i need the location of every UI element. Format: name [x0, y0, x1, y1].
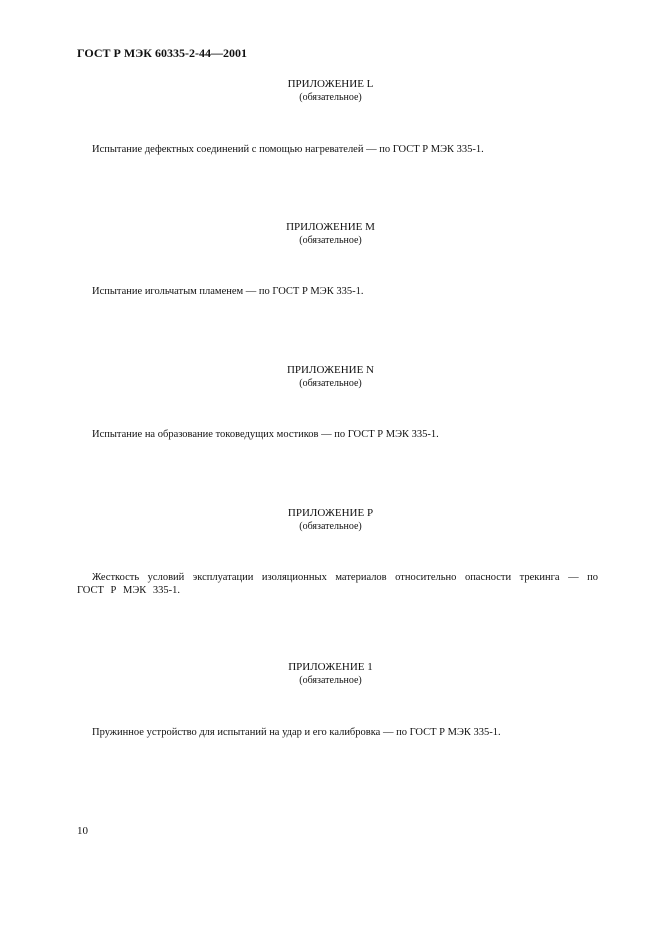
- annex-l-heading: [0, 78, 661, 104]
- annex-title: ПРИЛОЖЕНИЕ M: [286, 221, 375, 233]
- annex-m-text: Испытание игольчатым пламенем — по ГОСТ Р МЭК 335-1.: [92, 286, 364, 297]
- annex-subtitle: (обязательное): [299, 378, 362, 389]
- annex-subtitle: (обязательное): [299, 521, 362, 532]
- annex-subtitle: (обязательное): [299, 92, 362, 103]
- annex-p-text: Жесткость условий эксплуатации изоляционных материалов относительно опасности трекинга — по ГОСТ Р МЭК 335-1.: [77, 572, 598, 596]
- annex-1-heading: [0, 661, 661, 687]
- page-number: 10: [77, 825, 88, 837]
- annex-subtitle: (обязательное): [299, 235, 362, 246]
- annex-subtitle: (обязательное): [299, 675, 362, 686]
- annex-title: ПРИЛОЖЕНИЕ L: [287, 78, 374, 90]
- annex-n-text: Испытание на образование токоведущих мостиков — по ГОСТ Р МЭК 335-1.: [92, 429, 439, 440]
- annex-l-text: Испытание дефектных соединений с помощью нагревателей — по ГОСТ Р МЭК 335-1.: [92, 144, 484, 155]
- annex-m-heading: [0, 221, 661, 247]
- document-header: ГОСТ Р МЭК 60335-2-44—2001: [77, 46, 247, 60]
- annex-title: ПРИЛОЖЕНИЕ 1: [288, 661, 373, 673]
- annex-title: ПРИЛОЖЕНИЕ N: [286, 364, 374, 376]
- annex-n-heading: [0, 364, 661, 390]
- annex-1-text: Пружинное устройство для испытаний на удар и его калибровка — по ГОСТ Р МЭК 335-1.: [92, 727, 501, 738]
- annex-p-heading: [0, 507, 661, 533]
- annex-title: ПРИЛОЖЕНИЕ P: [287, 507, 374, 519]
